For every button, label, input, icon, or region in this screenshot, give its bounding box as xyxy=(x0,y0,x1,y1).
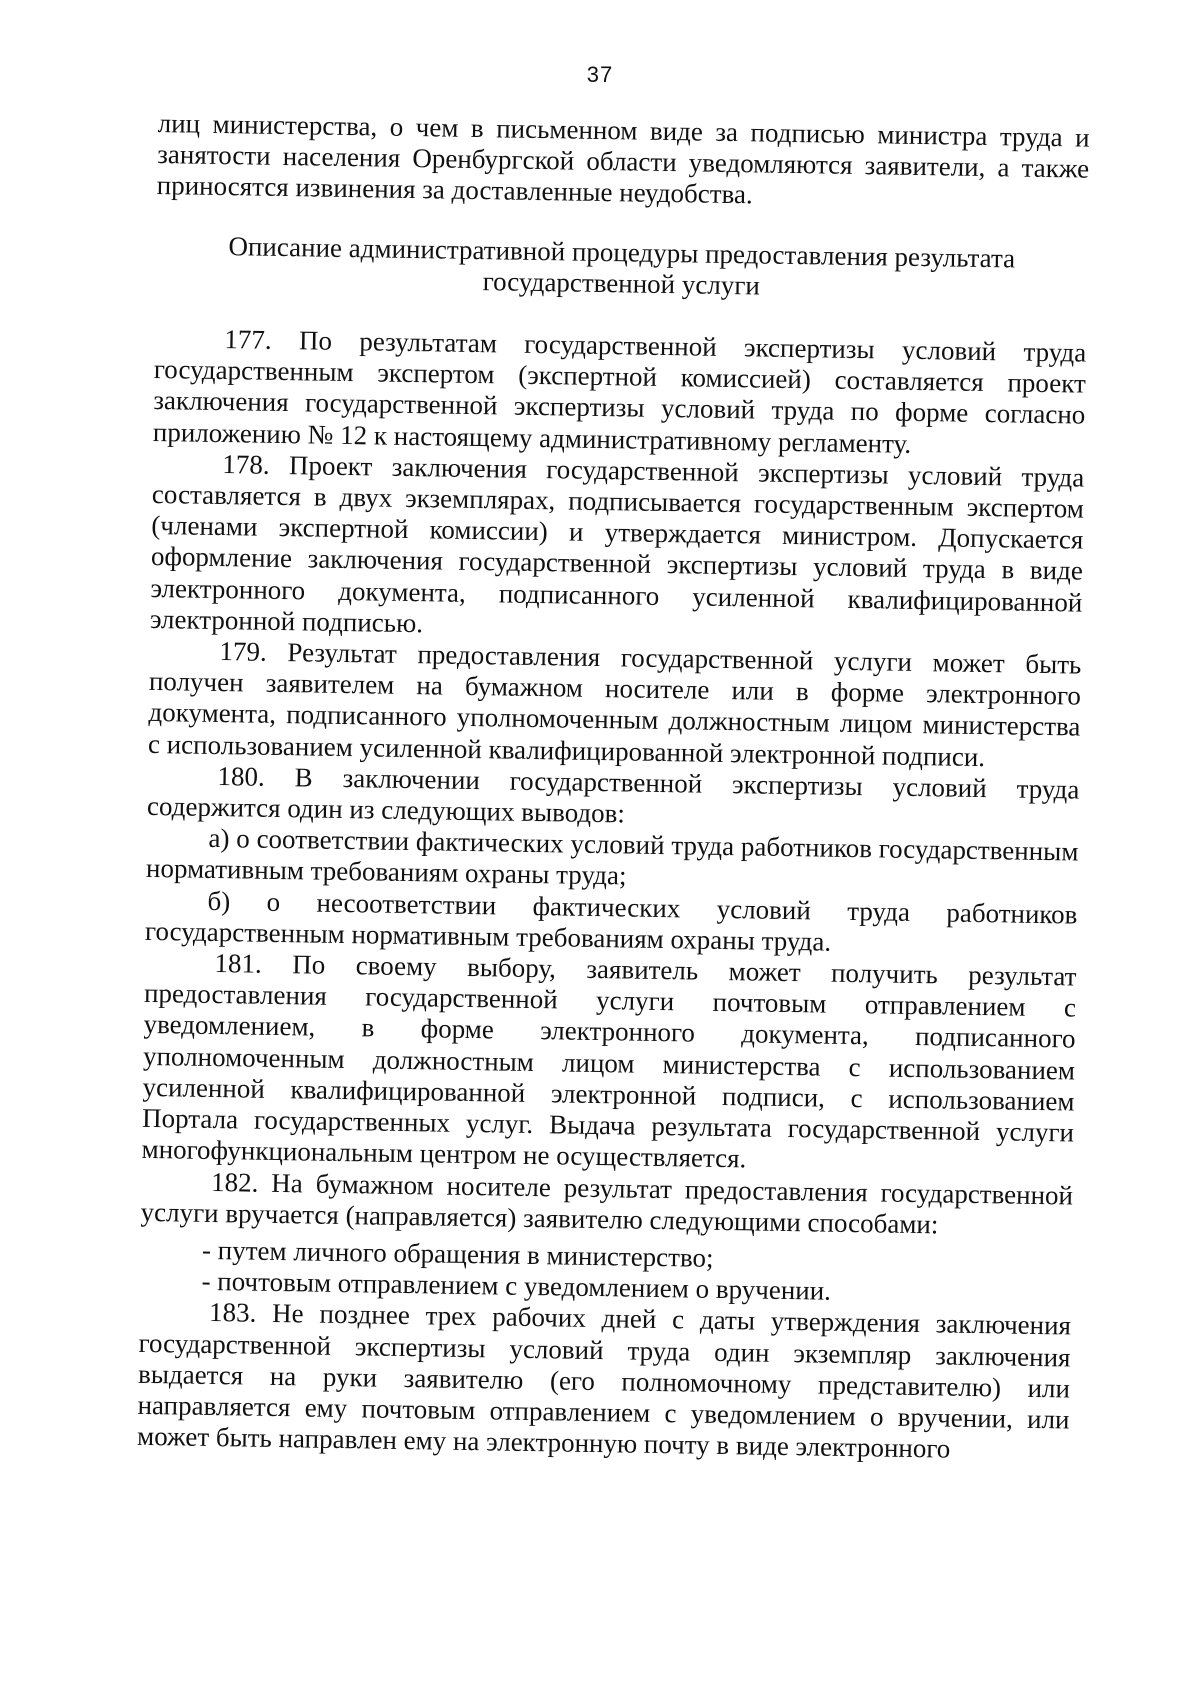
paragraph-180-a: а) о соответствии фактических условий труда работников государственным нормативным требованиям охраны труда; xyxy=(145,823,1079,891)
paragraph-182: 182. На бумажном носителе результат предоставления государственной услуги вручается (направляется) заявителю следующими способами: xyxy=(140,1166,1074,1240)
document-body xyxy=(137,108,1090,1467)
intro-paragraph: лиц министерства, о чем в письменном виде за подписью министра труда и занятости населения Оренбургской области уведомляются заявители, а также приносятся извинения за доставленные неудобства. xyxy=(156,108,1090,210)
paragraph-181: 181. По своему выбору, заявитель может получить результат предоставления государственной услуги почтовым отправлением с уведомлением, в форме электронного документа, подписанного уполномоченным должностным лицом министерства с использованием усиленной квалифицированной электронной подписи, с использованием Портала государственных услуг. Выдача результата государственной услуги многофункциональным центром не осуществляется. xyxy=(141,948,1077,1174)
list-item-postal-delivery: - почтовым отправлением с уведомлением о вручении. xyxy=(201,1265,832,1306)
section-heading-line-2: государственной услуги xyxy=(482,265,761,301)
paragraph-180-b: б) о несоответствии фактических условий труда работников государственным нормативным требованиям охраны труда. xyxy=(144,885,1078,957)
list-item-personal-visit: - путем личного обращения в министерство; xyxy=(201,1234,714,1273)
page-number: 37 xyxy=(586,62,614,87)
paragraph-177: 177. По результатам государственной экспертизы условий труда государственным экспертом (экспертной комиссией) составляется проект заключения государственной экспертизы условий труда по форме согласно приложению № 12 к настоящему административному регламенту. xyxy=(152,324,1087,459)
paragraph-180: 180. В заключении государственной экспертизы условий труда содержится один из следующих выводов: xyxy=(146,760,1080,829)
paragraph-179: 179. Результат предоставления государственной услуги может быть получен заявителем на бумажном носителе или в форме электронного документа, подписанного уполномоченным должностным лицом министерства с использованием усиленной квалифицированной электронной подписи. xyxy=(147,636,1082,772)
paragraph-178: 178. Проект заключения государственной экспертизы условий труда составляется в двух экземплярах, подписывается государственным экспертом (членами экспертной комиссии) и утверждается министром. Допускается оформление заключения государственной экспертизы условий труда в виде электронного документа, подписанного усиленной квалифицированной электронной подписью. xyxy=(149,448,1085,639)
section-heading xyxy=(155,230,1088,307)
paragraph-183: 183. Не позднее трех рабочих дней с даты утверждения заключения государственной экспертизы условий труда один экземпляр заключения выдается на руки заявителю (его полномочному представителю) или направляется ему почтовым отправлением с уведомлением о вручении, или может быть направлен ему на электронную почту в виде электронного xyxy=(136,1297,1072,1464)
section-heading-line-1: Описание административной процедуры предоставления результата xyxy=(228,230,1016,274)
